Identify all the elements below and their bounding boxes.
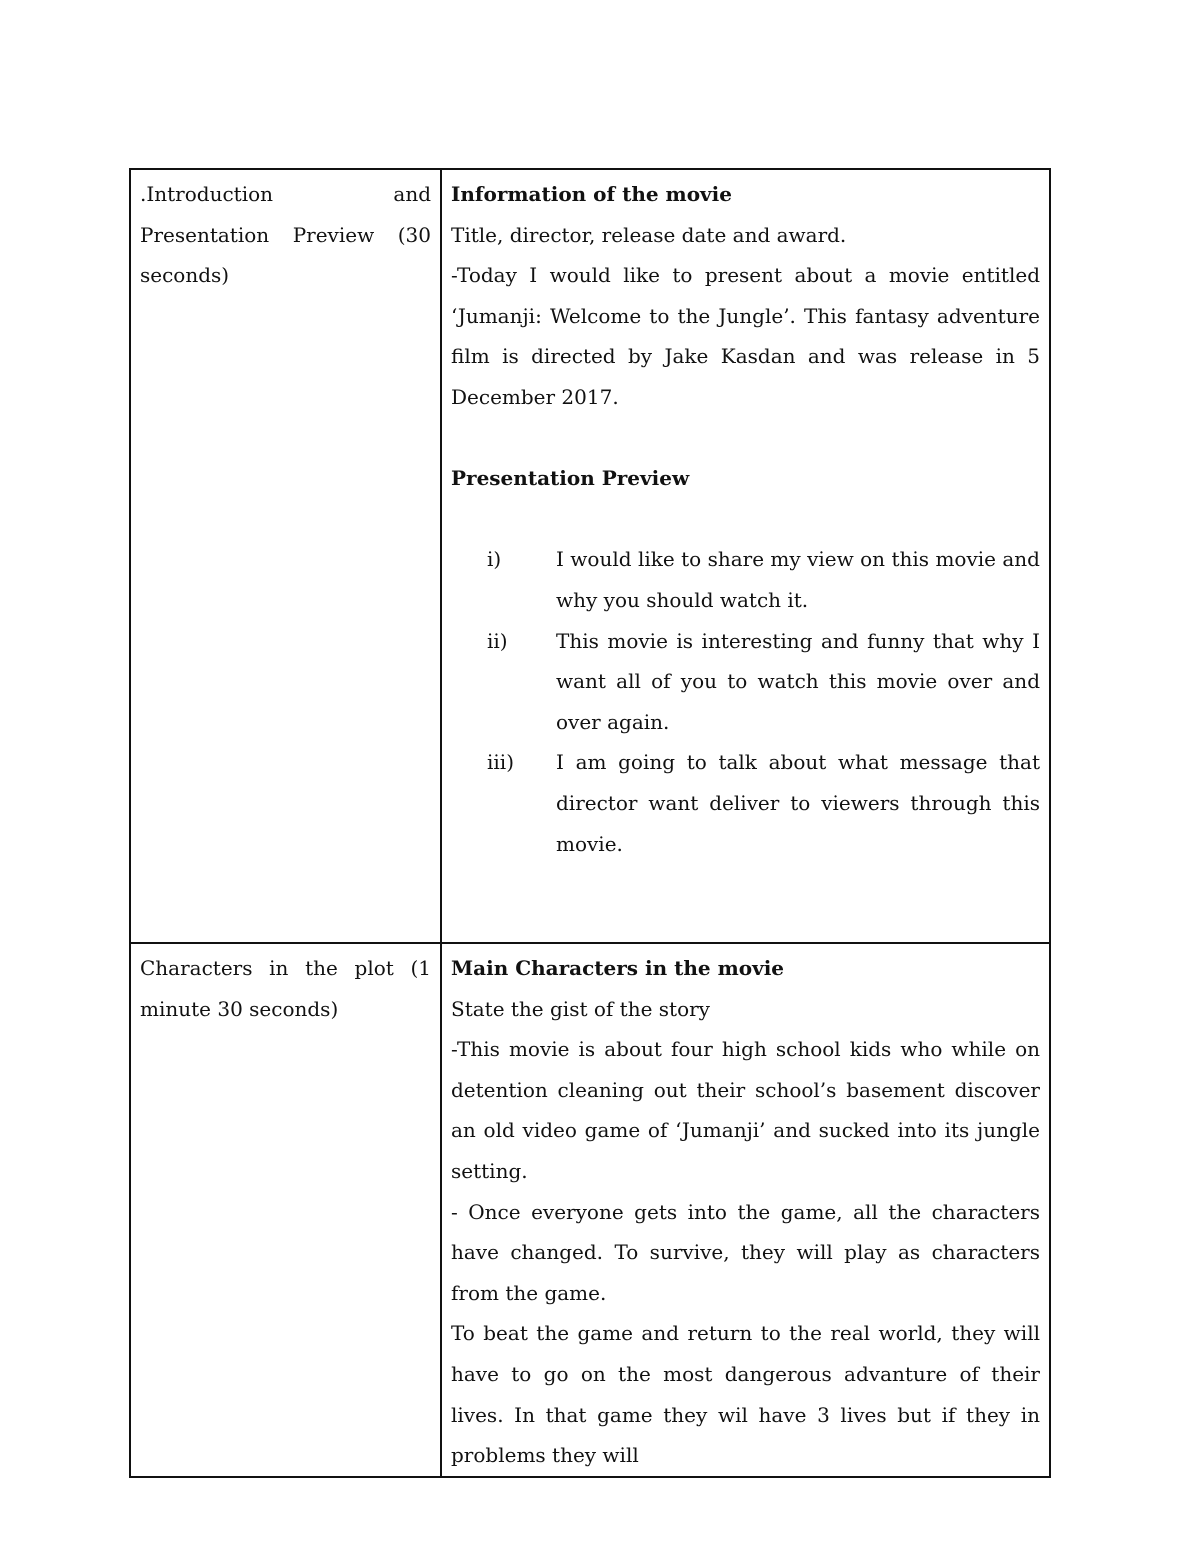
content-subheading: State the gist of the story	[451, 996, 710, 1021]
list-item-text: This movie is interesting and funny that why I want all of you to watch this movie over and over again.	[556, 628, 1040, 734]
list-item	[451, 539, 1040, 620]
presentation-outline-table	[129, 168, 1051, 1478]
table-row-introduction	[130, 169, 1050, 943]
section-label: Characters in the plot (1 minute 30 seconds)	[140, 956, 431, 1021]
content-heading: Presentation Preview	[451, 466, 690, 491]
content-heading: Main Characters in the movie	[451, 956, 785, 980]
list-item-text: I would like to share my view on this movie and why you should watch it.	[556, 547, 1040, 612]
preview-points-list	[451, 539, 1040, 864]
list-item-number: ii)	[487, 628, 508, 653]
table-row-characters	[130, 943, 1050, 1477]
list-item-number: iii)	[487, 750, 514, 775]
content-subheading: Title, director, release date and award.	[451, 222, 847, 247]
content-paragraph: -Today I would like to present about a movie entitled ‘Jumanji: Welcome to the Jungle’. This fantasy adventure film is directed by Jake Kasdan and was release in 5 December 2017.	[451, 263, 1040, 409]
list-item	[451, 742, 1040, 864]
section-content-cell	[441, 943, 1050, 1477]
blank-line	[451, 499, 1040, 540]
content-paragraph: - Once everyone gets into the game, all the characters have changed. To survive, they will play as characters from the game.	[451, 1199, 1040, 1305]
content-heading: Information of the movie	[451, 182, 732, 206]
section-content-cell	[441, 169, 1050, 943]
list-item	[451, 621, 1040, 743]
section-label: .Introduction and Presentation Preview (30 seconds)	[140, 182, 431, 288]
list-item-number: i)	[487, 547, 502, 572]
content-paragraph: To beat the game and return to the real world, they will have to go on the most dangerous advanture of their lives. In that game they wil have 3 lives but if they in problems they will	[451, 1321, 1040, 1468]
section-label-cell	[130, 943, 441, 1477]
section-label-cell	[130, 169, 441, 943]
content-paragraph: -This movie is about four high school kids who while on detention cleaning out their school’s basement discover an old video game of ‘Jumanji’ and sucked into its jungle setting.	[451, 1037, 1040, 1183]
list-item-text: I am going to talk about what message that director want deliver to viewers through this movie.	[556, 750, 1040, 856]
blank-line	[451, 418, 1040, 459]
